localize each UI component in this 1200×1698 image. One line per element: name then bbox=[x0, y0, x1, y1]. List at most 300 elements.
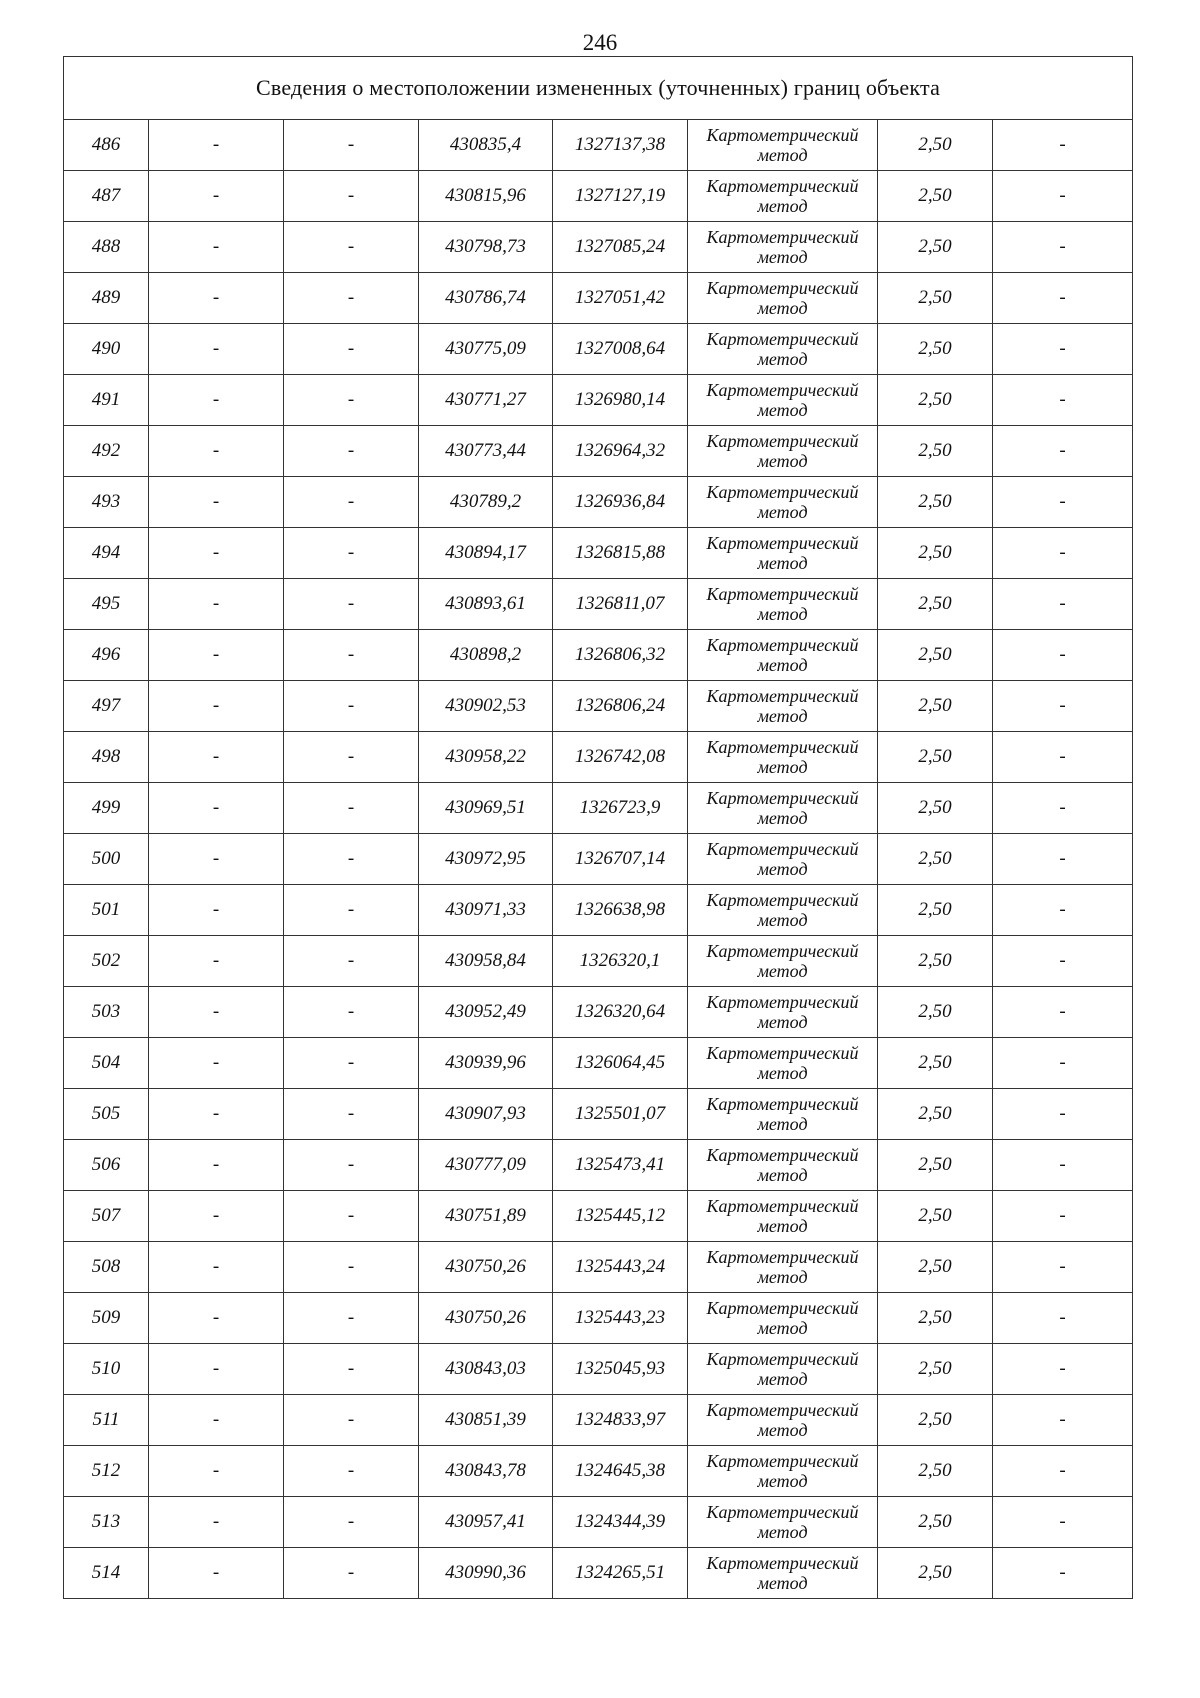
coordinate-y-cell: 1327085,24 bbox=[553, 222, 688, 273]
description-dash-cell: - bbox=[993, 426, 1133, 477]
empty-dash-cell: - bbox=[149, 1293, 284, 1344]
empty-dash-cell: - bbox=[284, 579, 419, 630]
description-dash-cell: - bbox=[993, 936, 1133, 987]
method-cell bbox=[688, 630, 878, 681]
method-line-1: Картометрический bbox=[706, 1451, 859, 1471]
empty-dash-cell: - bbox=[284, 1548, 419, 1599]
method-cell bbox=[688, 477, 878, 528]
coordinate-x-cell: 430952,49 bbox=[419, 987, 553, 1038]
method-cell bbox=[688, 783, 878, 834]
empty-dash-cell: - bbox=[149, 222, 284, 273]
table-row bbox=[64, 1191, 1133, 1242]
method-line-2: метод bbox=[757, 1012, 808, 1032]
description-dash-cell: - bbox=[993, 1344, 1133, 1395]
method-line-2: метод bbox=[757, 706, 808, 726]
description-dash-cell: - bbox=[993, 528, 1133, 579]
accuracy-cell: 2,50 bbox=[878, 324, 993, 375]
accuracy-cell: 2,50 bbox=[878, 1548, 993, 1599]
method-line-2: метод bbox=[757, 247, 808, 267]
coordinate-y-cell: 1326980,14 bbox=[553, 375, 688, 426]
empty-dash-cell: - bbox=[284, 1497, 419, 1548]
accuracy-cell: 2,50 bbox=[878, 1395, 993, 1446]
empty-dash-cell: - bbox=[284, 1191, 419, 1242]
empty-dash-cell: - bbox=[149, 171, 284, 222]
point-number-cell: 491 bbox=[64, 375, 149, 426]
coordinate-y-cell: 1326320,64 bbox=[553, 987, 688, 1038]
description-dash-cell: - bbox=[993, 630, 1133, 681]
table-row bbox=[64, 1140, 1133, 1191]
coordinate-x-cell: 430939,96 bbox=[419, 1038, 553, 1089]
empty-dash-cell: - bbox=[149, 783, 284, 834]
method-line-2: метод bbox=[757, 1573, 808, 1593]
method-line-2: метод bbox=[757, 655, 808, 675]
point-number-cell: 494 bbox=[64, 528, 149, 579]
empty-dash-cell: - bbox=[149, 579, 284, 630]
method-line-2: метод bbox=[757, 502, 808, 522]
accuracy-cell: 2,50 bbox=[878, 681, 993, 732]
method-line-1: Картометрический bbox=[706, 1400, 859, 1420]
accuracy-cell: 2,50 bbox=[878, 171, 993, 222]
method-line-2: метод bbox=[757, 451, 808, 471]
accuracy-cell: 2,50 bbox=[878, 1191, 993, 1242]
table-row bbox=[64, 1446, 1133, 1497]
point-number-cell: 488 bbox=[64, 222, 149, 273]
empty-dash-cell: - bbox=[284, 834, 419, 885]
coordinate-y-cell: 1327008,64 bbox=[553, 324, 688, 375]
method-cell bbox=[688, 528, 878, 579]
accuracy-cell: 2,50 bbox=[878, 528, 993, 579]
table-row bbox=[64, 681, 1133, 732]
method-line-2: метод bbox=[757, 859, 808, 879]
description-dash-cell: - bbox=[993, 1242, 1133, 1293]
method-line-1: Картометрический bbox=[706, 992, 859, 1012]
method-cell bbox=[688, 1140, 878, 1191]
empty-dash-cell: - bbox=[149, 375, 284, 426]
empty-dash-cell: - bbox=[284, 222, 419, 273]
method-line-1: Картометрический bbox=[706, 686, 859, 706]
coordinate-x-cell: 430786,74 bbox=[419, 273, 553, 324]
coordinate-x-cell: 430798,73 bbox=[419, 222, 553, 273]
coordinate-x-cell: 430898,2 bbox=[419, 630, 553, 681]
accuracy-cell: 2,50 bbox=[878, 1344, 993, 1395]
method-line-2: метод bbox=[757, 1471, 808, 1491]
coordinate-y-cell: 1327051,42 bbox=[553, 273, 688, 324]
empty-dash-cell: - bbox=[284, 732, 419, 783]
table-row bbox=[64, 1497, 1133, 1548]
coordinate-y-cell: 1325443,24 bbox=[553, 1242, 688, 1293]
table-row bbox=[64, 1548, 1133, 1599]
empty-dash-cell: - bbox=[284, 987, 419, 1038]
method-line-1: Картометрический bbox=[706, 1043, 859, 1063]
accuracy-cell: 2,50 bbox=[878, 1497, 993, 1548]
accuracy-cell: 2,50 bbox=[878, 1140, 993, 1191]
coordinate-x-cell: 430902,53 bbox=[419, 681, 553, 732]
method-line-2: метод bbox=[757, 400, 808, 420]
empty-dash-cell: - bbox=[284, 630, 419, 681]
point-number-cell: 492 bbox=[64, 426, 149, 477]
method-line-1: Картометрический bbox=[706, 941, 859, 961]
empty-dash-cell: - bbox=[149, 477, 284, 528]
method-line-1: Картометрический bbox=[706, 1349, 859, 1369]
point-number-cell: 487 bbox=[64, 171, 149, 222]
empty-dash-cell: - bbox=[149, 324, 284, 375]
empty-dash-cell: - bbox=[149, 681, 284, 732]
method-line-2: метод bbox=[757, 1318, 808, 1338]
empty-dash-cell: - bbox=[284, 1344, 419, 1395]
empty-dash-cell: - bbox=[284, 171, 419, 222]
coordinate-x-cell: 430835,4 bbox=[419, 120, 553, 171]
empty-dash-cell: - bbox=[149, 936, 284, 987]
method-line-2: метод bbox=[757, 604, 808, 624]
coordinate-y-cell: 1325473,41 bbox=[553, 1140, 688, 1191]
method-line-1: Картометрический bbox=[706, 1502, 859, 1522]
table-row bbox=[64, 783, 1133, 834]
coordinate-y-cell: 1326707,14 bbox=[553, 834, 688, 885]
description-dash-cell: - bbox=[993, 987, 1133, 1038]
table-row bbox=[64, 630, 1133, 681]
point-number-cell: 502 bbox=[64, 936, 149, 987]
table-row bbox=[64, 1293, 1133, 1344]
point-number-cell: 490 bbox=[64, 324, 149, 375]
description-dash-cell: - bbox=[993, 1395, 1133, 1446]
empty-dash-cell: - bbox=[149, 630, 284, 681]
coordinate-x-cell: 430773,44 bbox=[419, 426, 553, 477]
point-number-cell: 512 bbox=[64, 1446, 149, 1497]
empty-dash-cell: - bbox=[149, 1446, 284, 1497]
method-line-2: метод bbox=[757, 298, 808, 318]
coordinate-y-cell: 1326936,84 bbox=[553, 477, 688, 528]
boundary-coordinates-table bbox=[63, 56, 1133, 1599]
coordinate-x-cell: 430958,84 bbox=[419, 936, 553, 987]
table-row bbox=[64, 1344, 1133, 1395]
empty-dash-cell: - bbox=[284, 1446, 419, 1497]
empty-dash-cell: - bbox=[284, 375, 419, 426]
method-cell bbox=[688, 1344, 878, 1395]
method-line-1: Картометрический bbox=[706, 125, 859, 145]
method-cell bbox=[688, 936, 878, 987]
empty-dash-cell: - bbox=[149, 1140, 284, 1191]
table-row bbox=[64, 885, 1133, 936]
coordinate-y-cell: 1325445,12 bbox=[553, 1191, 688, 1242]
coordinate-y-cell: 1324344,39 bbox=[553, 1497, 688, 1548]
empty-dash-cell: - bbox=[284, 936, 419, 987]
coordinate-y-cell: 1327127,19 bbox=[553, 171, 688, 222]
description-dash-cell: - bbox=[993, 273, 1133, 324]
point-number-cell: 505 bbox=[64, 1089, 149, 1140]
coordinate-y-cell: 1326064,45 bbox=[553, 1038, 688, 1089]
table-title-row bbox=[64, 57, 1133, 120]
method-cell bbox=[688, 324, 878, 375]
empty-dash-cell: - bbox=[149, 528, 284, 579]
empty-dash-cell: - bbox=[284, 783, 419, 834]
empty-dash-cell: - bbox=[149, 1242, 284, 1293]
empty-dash-cell: - bbox=[149, 426, 284, 477]
method-line-1: Картометрический bbox=[706, 1247, 859, 1267]
table-row bbox=[64, 936, 1133, 987]
point-number-cell: 499 bbox=[64, 783, 149, 834]
description-dash-cell: - bbox=[993, 1548, 1133, 1599]
method-cell bbox=[688, 426, 878, 477]
coordinate-x-cell: 430750,26 bbox=[419, 1293, 553, 1344]
point-number-cell: 498 bbox=[64, 732, 149, 783]
point-number-cell: 496 bbox=[64, 630, 149, 681]
table-row bbox=[64, 732, 1133, 783]
table-row bbox=[64, 987, 1133, 1038]
method-line-2: метод bbox=[757, 1522, 808, 1542]
coordinate-y-cell: 1325443,23 bbox=[553, 1293, 688, 1344]
description-dash-cell: - bbox=[993, 783, 1133, 834]
coordinate-y-cell: 1326811,07 bbox=[553, 579, 688, 630]
table-row bbox=[64, 579, 1133, 630]
method-cell bbox=[688, 732, 878, 783]
table-row bbox=[64, 1038, 1133, 1089]
point-number-cell: 503 bbox=[64, 987, 149, 1038]
method-cell bbox=[688, 1548, 878, 1599]
table-row bbox=[64, 1242, 1133, 1293]
method-cell bbox=[688, 1497, 878, 1548]
table-row bbox=[64, 528, 1133, 579]
coordinate-y-cell: 1326806,32 bbox=[553, 630, 688, 681]
empty-dash-cell: - bbox=[284, 1140, 419, 1191]
table-row bbox=[64, 477, 1133, 528]
method-cell bbox=[688, 1395, 878, 1446]
empty-dash-cell: - bbox=[284, 1242, 419, 1293]
coordinate-y-cell: 1326806,24 bbox=[553, 681, 688, 732]
empty-dash-cell: - bbox=[284, 273, 419, 324]
description-dash-cell: - bbox=[993, 120, 1133, 171]
point-number-cell: 504 bbox=[64, 1038, 149, 1089]
coordinate-x-cell: 430775,09 bbox=[419, 324, 553, 375]
method-cell bbox=[688, 1191, 878, 1242]
empty-dash-cell: - bbox=[284, 1089, 419, 1140]
empty-dash-cell: - bbox=[284, 477, 419, 528]
method-cell bbox=[688, 1293, 878, 1344]
accuracy-cell: 2,50 bbox=[878, 120, 993, 171]
table-row bbox=[64, 834, 1133, 885]
point-number-cell: 486 bbox=[64, 120, 149, 171]
description-dash-cell: - bbox=[993, 681, 1133, 732]
empty-dash-cell: - bbox=[149, 273, 284, 324]
accuracy-cell: 2,50 bbox=[878, 1293, 993, 1344]
method-line-1: Картометрический bbox=[706, 788, 859, 808]
method-line-1: Картометрический bbox=[706, 329, 859, 349]
coordinate-y-cell: 1325045,93 bbox=[553, 1344, 688, 1395]
method-line-2: метод bbox=[757, 1063, 808, 1083]
description-dash-cell: - bbox=[993, 171, 1133, 222]
method-line-2: метод bbox=[757, 349, 808, 369]
method-line-1: Картометрический bbox=[706, 380, 859, 400]
table-row bbox=[64, 273, 1133, 324]
table-row bbox=[64, 1089, 1133, 1140]
coordinate-x-cell: 430789,2 bbox=[419, 477, 553, 528]
empty-dash-cell: - bbox=[284, 324, 419, 375]
coordinate-x-cell: 430907,93 bbox=[419, 1089, 553, 1140]
accuracy-cell: 2,50 bbox=[878, 222, 993, 273]
accuracy-cell: 2,50 bbox=[878, 477, 993, 528]
method-line-2: метод bbox=[757, 808, 808, 828]
method-line-1: Картометрический bbox=[706, 278, 859, 298]
method-line-2: метод bbox=[757, 196, 808, 216]
point-number-cell: 495 bbox=[64, 579, 149, 630]
empty-dash-cell: - bbox=[149, 1548, 284, 1599]
coordinate-x-cell: 430990,36 bbox=[419, 1548, 553, 1599]
description-dash-cell: - bbox=[993, 834, 1133, 885]
empty-dash-cell: - bbox=[149, 1344, 284, 1395]
method-line-2: метод bbox=[757, 1267, 808, 1287]
table-row bbox=[64, 222, 1133, 273]
table-title: Сведения о местоположении измененных (уточненных) границ объекта bbox=[64, 57, 1133, 120]
coordinate-y-cell: 1326742,08 bbox=[553, 732, 688, 783]
method-line-1: Картометрический bbox=[706, 1196, 859, 1216]
method-cell bbox=[688, 987, 878, 1038]
coordinate-x-cell: 430893,61 bbox=[419, 579, 553, 630]
coordinate-y-cell: 1326723,9 bbox=[553, 783, 688, 834]
table-row bbox=[64, 1395, 1133, 1446]
empty-dash-cell: - bbox=[149, 120, 284, 171]
empty-dash-cell: - bbox=[149, 1038, 284, 1089]
empty-dash-cell: - bbox=[284, 1293, 419, 1344]
coordinate-y-cell: 1326638,98 bbox=[553, 885, 688, 936]
accuracy-cell: 2,50 bbox=[878, 987, 993, 1038]
coordinate-x-cell: 430958,22 bbox=[419, 732, 553, 783]
method-line-1: Картометрический bbox=[706, 431, 859, 451]
method-cell bbox=[688, 1089, 878, 1140]
empty-dash-cell: - bbox=[284, 885, 419, 936]
empty-dash-cell: - bbox=[149, 1089, 284, 1140]
accuracy-cell: 2,50 bbox=[878, 1089, 993, 1140]
accuracy-cell: 2,50 bbox=[878, 783, 993, 834]
table-row bbox=[64, 426, 1133, 477]
method-line-2: метод bbox=[757, 1165, 808, 1185]
method-cell bbox=[688, 222, 878, 273]
empty-dash-cell: - bbox=[284, 426, 419, 477]
method-cell bbox=[688, 681, 878, 732]
point-number-cell: 500 bbox=[64, 834, 149, 885]
method-line-1: Картометрический bbox=[706, 176, 859, 196]
method-line-2: метод bbox=[757, 910, 808, 930]
coordinate-y-cell: 1324645,38 bbox=[553, 1446, 688, 1497]
method-line-1: Картометрический bbox=[706, 1553, 859, 1573]
coordinate-x-cell: 430843,03 bbox=[419, 1344, 553, 1395]
coordinate-x-cell: 430777,09 bbox=[419, 1140, 553, 1191]
coordinate-x-cell: 430957,41 bbox=[419, 1497, 553, 1548]
description-dash-cell: - bbox=[993, 375, 1133, 426]
method-cell bbox=[688, 579, 878, 630]
point-number-cell: 514 bbox=[64, 1548, 149, 1599]
method-line-1: Картометрический bbox=[706, 584, 859, 604]
method-line-1: Картометрический bbox=[706, 839, 859, 859]
accuracy-cell: 2,50 bbox=[878, 1446, 993, 1497]
empty-dash-cell: - bbox=[149, 1191, 284, 1242]
method-line-1: Картометрический bbox=[706, 890, 859, 910]
method-cell bbox=[688, 171, 878, 222]
coordinate-x-cell: 430851,39 bbox=[419, 1395, 553, 1446]
description-dash-cell: - bbox=[993, 477, 1133, 528]
table-row bbox=[64, 120, 1133, 171]
coordinate-y-cell: 1326815,88 bbox=[553, 528, 688, 579]
table-row bbox=[64, 324, 1133, 375]
empty-dash-cell: - bbox=[284, 1038, 419, 1089]
description-dash-cell: - bbox=[993, 1140, 1133, 1191]
empty-dash-cell: - bbox=[149, 1497, 284, 1548]
table-row bbox=[64, 171, 1133, 222]
description-dash-cell: - bbox=[993, 1038, 1133, 1089]
description-dash-cell: - bbox=[993, 579, 1133, 630]
coordinate-y-cell: 1324265,51 bbox=[553, 1548, 688, 1599]
empty-dash-cell: - bbox=[149, 732, 284, 783]
description-dash-cell: - bbox=[993, 222, 1133, 273]
method-line-1: Картометрический bbox=[706, 737, 859, 757]
empty-dash-cell: - bbox=[149, 834, 284, 885]
coordinate-y-cell: 1327137,38 bbox=[553, 120, 688, 171]
empty-dash-cell: - bbox=[149, 987, 284, 1038]
method-line-1: Картометрический bbox=[706, 1145, 859, 1165]
empty-dash-cell: - bbox=[149, 885, 284, 936]
method-cell bbox=[688, 273, 878, 324]
method-line-2: метод bbox=[757, 145, 808, 165]
accuracy-cell: 2,50 bbox=[878, 834, 993, 885]
method-line-2: метод bbox=[757, 961, 808, 981]
description-dash-cell: - bbox=[993, 1089, 1133, 1140]
coordinate-x-cell: 430751,89 bbox=[419, 1191, 553, 1242]
coordinate-y-cell: 1326320,1 bbox=[553, 936, 688, 987]
accuracy-cell: 2,50 bbox=[878, 579, 993, 630]
point-number-cell: 506 bbox=[64, 1140, 149, 1191]
method-line-2: метод bbox=[757, 1420, 808, 1440]
coordinate-x-cell: 430815,96 bbox=[419, 171, 553, 222]
point-number-cell: 493 bbox=[64, 477, 149, 528]
method-line-1: Картометрический bbox=[706, 227, 859, 247]
point-number-cell: 511 bbox=[64, 1395, 149, 1446]
method-cell bbox=[688, 1038, 878, 1089]
accuracy-cell: 2,50 bbox=[878, 1038, 993, 1089]
point-number-cell: 509 bbox=[64, 1293, 149, 1344]
table-row bbox=[64, 375, 1133, 426]
description-dash-cell: - bbox=[993, 324, 1133, 375]
coordinate-x-cell: 430894,17 bbox=[419, 528, 553, 579]
method-line-1: Картометрический bbox=[706, 1094, 859, 1114]
method-line-2: метод bbox=[757, 1216, 808, 1236]
description-dash-cell: - bbox=[993, 885, 1133, 936]
point-number-cell: 507 bbox=[64, 1191, 149, 1242]
empty-dash-cell: - bbox=[284, 120, 419, 171]
coordinate-x-cell: 430972,95 bbox=[419, 834, 553, 885]
point-number-cell: 510 bbox=[64, 1344, 149, 1395]
accuracy-cell: 2,50 bbox=[878, 936, 993, 987]
empty-dash-cell: - bbox=[284, 528, 419, 579]
coordinate-y-cell: 1326964,32 bbox=[553, 426, 688, 477]
accuracy-cell: 2,50 bbox=[878, 273, 993, 324]
accuracy-cell: 2,50 bbox=[878, 426, 993, 477]
method-line-2: метод bbox=[757, 1114, 808, 1134]
method-line-1: Картометрический bbox=[706, 1298, 859, 1318]
empty-dash-cell: - bbox=[149, 1395, 284, 1446]
point-number-cell: 513 bbox=[64, 1497, 149, 1548]
empty-dash-cell: - bbox=[284, 1395, 419, 1446]
method-cell bbox=[688, 834, 878, 885]
coordinate-y-cell: 1324833,97 bbox=[553, 1395, 688, 1446]
method-line-2: метод bbox=[757, 757, 808, 777]
coordinate-x-cell: 430843,78 bbox=[419, 1446, 553, 1497]
coordinate-y-cell: 1325501,07 bbox=[553, 1089, 688, 1140]
method-cell bbox=[688, 885, 878, 936]
coordinate-x-cell: 430771,27 bbox=[419, 375, 553, 426]
description-dash-cell: - bbox=[993, 1446, 1133, 1497]
method-cell bbox=[688, 375, 878, 426]
description-dash-cell: - bbox=[993, 1191, 1133, 1242]
coordinate-x-cell: 430750,26 bbox=[419, 1242, 553, 1293]
empty-dash-cell: - bbox=[284, 681, 419, 732]
